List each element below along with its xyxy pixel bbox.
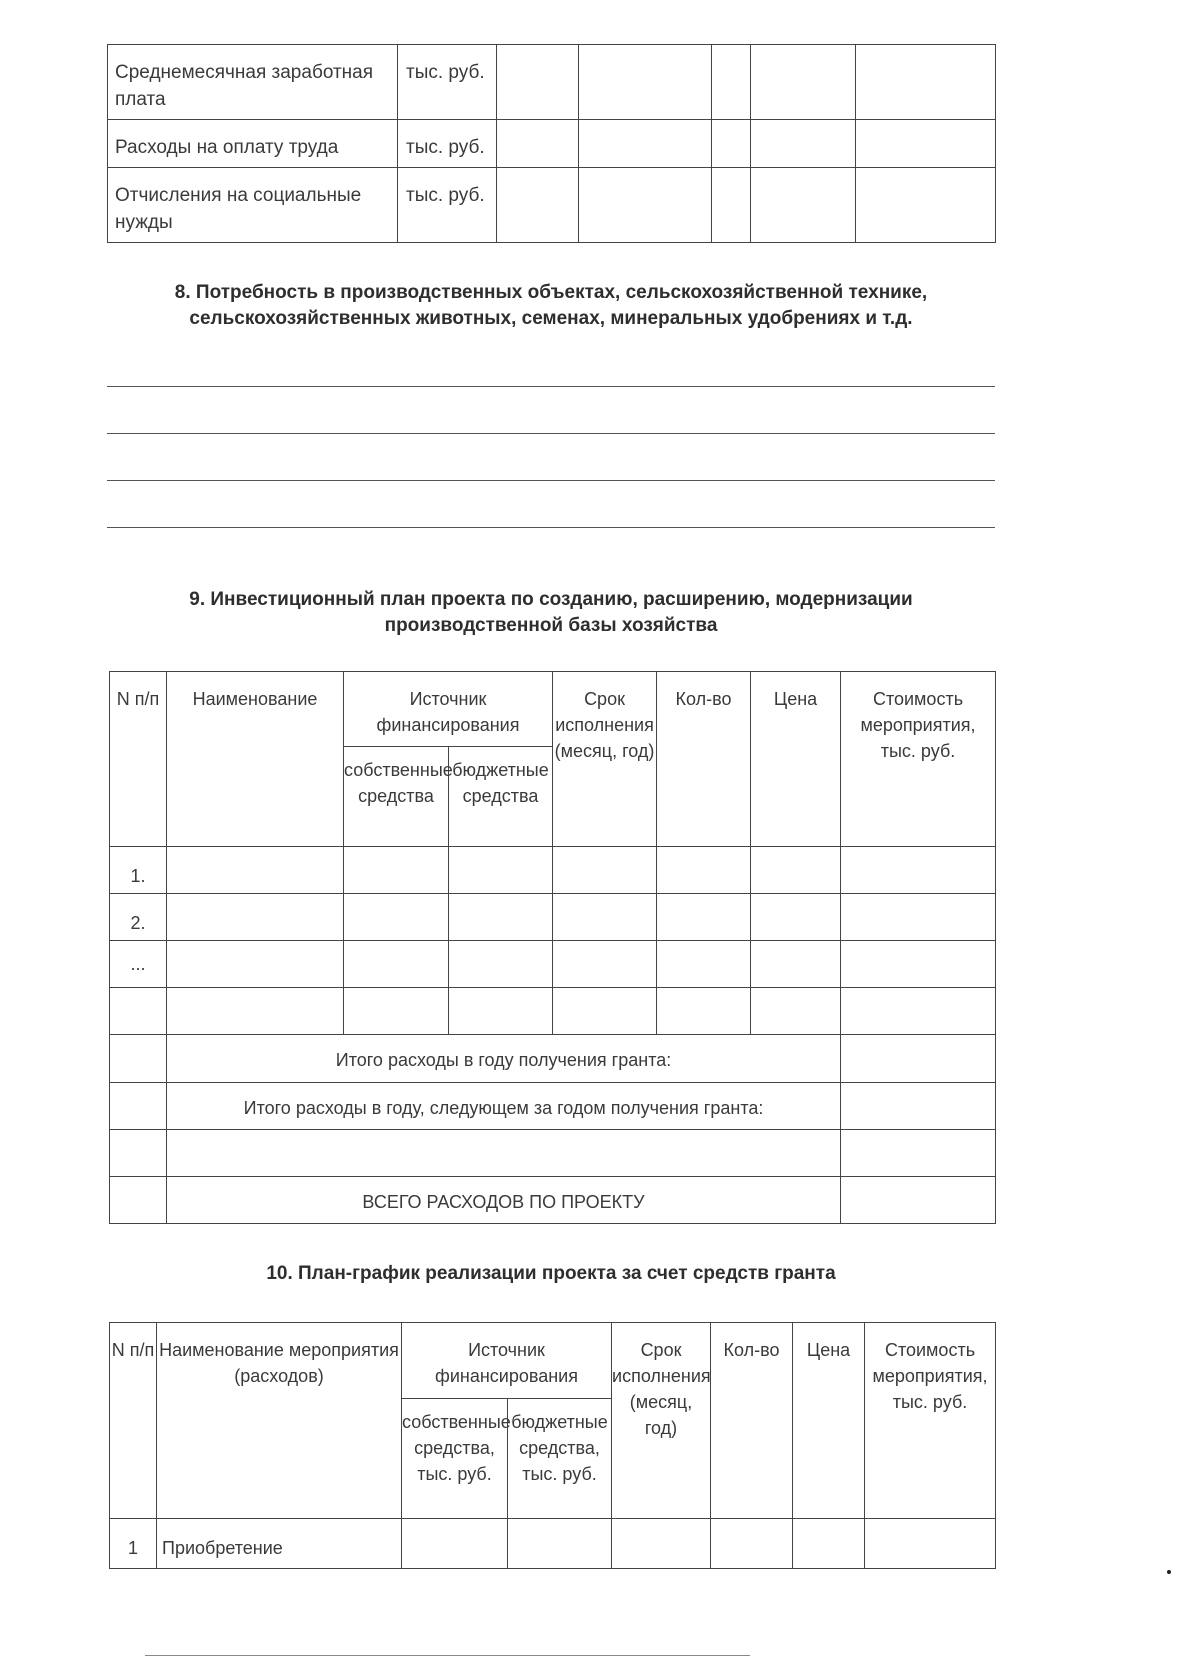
- header-name: Наименование мероприятия (расходов): [157, 1323, 402, 1519]
- header-term: Срок исполнения (месяц, год): [553, 672, 657, 847]
- cell: [751, 988, 841, 1035]
- cell: [553, 988, 657, 1035]
- total-row: [110, 1177, 996, 1224]
- header-price: Цена: [793, 1323, 865, 1519]
- value-cell: [579, 168, 712, 243]
- scan-speck: [1167, 1570, 1171, 1574]
- cell: [402, 1519, 508, 1569]
- section-8-title-line2: сельскохозяйственных животных, семенах, минеральных удобрениях и т.д.: [189, 308, 913, 329]
- row-unit: тыс. руб.: [398, 168, 497, 243]
- header-num: N п/п: [110, 672, 167, 847]
- cell: [449, 894, 553, 941]
- wages-table: [107, 44, 996, 243]
- value-cell: [751, 168, 856, 243]
- value-cell: [497, 120, 579, 168]
- table-row: [108, 168, 996, 243]
- header-price: Цена: [751, 672, 841, 847]
- cell: [841, 1177, 996, 1224]
- header-num: N п/п: [110, 1323, 157, 1519]
- header-source: Источник финансирования: [344, 672, 553, 747]
- schedule-table: [109, 1322, 996, 1569]
- header-own-funds: собственные средства: [344, 747, 449, 847]
- cell: [110, 1130, 167, 1177]
- value-cell: [712, 120, 751, 168]
- header-budget-funds: бюджетные средства: [449, 747, 553, 847]
- cell: [793, 1519, 865, 1569]
- cell: [167, 941, 344, 988]
- total-project-label: ВСЕГО РАСХОДОВ ПО ПРОЕКТУ: [167, 1177, 841, 1224]
- row-number: 2.: [110, 894, 167, 941]
- cell: [657, 847, 751, 894]
- value-cell: [856, 120, 996, 168]
- header-cost: Стоимость мероприятия, тыс. руб.: [841, 672, 996, 847]
- cell: [657, 988, 751, 1035]
- cell: [841, 1083, 996, 1130]
- header-row: [110, 672, 996, 747]
- cell: [344, 894, 449, 941]
- row-number: ...: [110, 941, 167, 988]
- table-row: [108, 120, 996, 168]
- section-9-heading: [107, 587, 995, 639]
- cell: [344, 941, 449, 988]
- row-name: Приобретение: [157, 1519, 402, 1569]
- cell: [110, 1177, 167, 1224]
- value-cell: [579, 120, 712, 168]
- table-row: [110, 847, 996, 894]
- row-unit: тыс. руб.: [398, 120, 497, 168]
- cell: [167, 988, 344, 1035]
- row-label: Расходы на оплату труда: [108, 120, 398, 168]
- blank-line: [107, 480, 995, 481]
- table-row: [110, 1130, 996, 1177]
- row-number: 1.: [110, 847, 167, 894]
- value-cell: [712, 45, 751, 120]
- value-cell: [856, 168, 996, 243]
- section-8-heading: [107, 280, 995, 332]
- cell: [553, 894, 657, 941]
- cell: [841, 847, 996, 894]
- value-cell: [751, 45, 856, 120]
- value-cell: [751, 120, 856, 168]
- header-term: Срок исполнения (месяц, год): [612, 1323, 711, 1519]
- total-row: [110, 1083, 996, 1130]
- investment-plan-table: [109, 671, 996, 1224]
- cell: [508, 1519, 612, 1569]
- header-own-funds: собственные средства, тыс. руб.: [402, 1399, 508, 1519]
- cell: [841, 894, 996, 941]
- cell: [841, 941, 996, 988]
- total-row: [110, 1035, 996, 1083]
- cell: [657, 941, 751, 988]
- cell: [110, 1083, 167, 1130]
- table-row: [110, 988, 996, 1035]
- value-cell: [712, 168, 751, 243]
- value-cell: [856, 45, 996, 120]
- table-row: [110, 894, 996, 941]
- table-row: [108, 45, 996, 120]
- cell: [167, 847, 344, 894]
- cell: [449, 988, 553, 1035]
- cell: [612, 1519, 711, 1569]
- total-year-label: Итого расходы в году получения гранта:: [167, 1035, 841, 1083]
- table-row: [110, 1519, 996, 1569]
- blank-line: [107, 527, 995, 528]
- cell: [553, 941, 657, 988]
- cell: [711, 1519, 793, 1569]
- header-budget-funds: бюджетные средства, тыс. руб.: [508, 1399, 612, 1519]
- section-10-heading: 10. План-график реализации проекта за счет средств гранта: [266, 1263, 836, 1284]
- value-cell: [497, 45, 579, 120]
- cell: [751, 941, 841, 988]
- table-row: [110, 941, 996, 988]
- row-number: 1: [110, 1519, 157, 1569]
- cell: [167, 894, 344, 941]
- blank-line: [107, 433, 995, 434]
- header-name: Наименование: [167, 672, 344, 847]
- cell: [449, 847, 553, 894]
- cell: [553, 847, 657, 894]
- cell: [657, 894, 751, 941]
- footer-rule: [145, 1655, 750, 1656]
- section-9-title-line2: производственной базы хозяйства: [384, 615, 718, 636]
- cell: [344, 847, 449, 894]
- cell: [344, 988, 449, 1035]
- total-next-year-label: Итого расходы в году, следующем за годом получения гранта:: [167, 1083, 841, 1130]
- section-8-title-line1: 8. Потребность в производственных объектах, сельскохозяйственной технике,: [174, 282, 928, 303]
- row-number: [110, 988, 167, 1035]
- cell: [751, 847, 841, 894]
- header-qty: Кол-во: [711, 1323, 793, 1519]
- blank-line: [107, 386, 995, 387]
- cell: [751, 894, 841, 941]
- row-unit: тыс. руб.: [398, 45, 497, 120]
- header-source: Источник финансирования: [402, 1323, 612, 1399]
- cell: [841, 988, 996, 1035]
- row-label: Отчисления на социальные нужды: [108, 168, 398, 243]
- value-cell: [579, 45, 712, 120]
- header-row: [110, 1323, 996, 1399]
- cell: [110, 1035, 167, 1083]
- cell: [841, 1130, 996, 1177]
- value-cell: [497, 168, 579, 243]
- section-9-title-line1: 9. Инвестиционный план проекта по созданию, расширению, модернизации: [189, 589, 913, 610]
- cell: [449, 941, 553, 988]
- header-qty: Кол-во: [657, 672, 751, 847]
- cell: [167, 1130, 841, 1177]
- header-cost: Стоимость мероприятия, тыс. руб.: [865, 1323, 996, 1519]
- row-label: Среднемесячная заработная плата: [108, 45, 398, 120]
- cell: [841, 1035, 996, 1083]
- cell: [865, 1519, 996, 1569]
